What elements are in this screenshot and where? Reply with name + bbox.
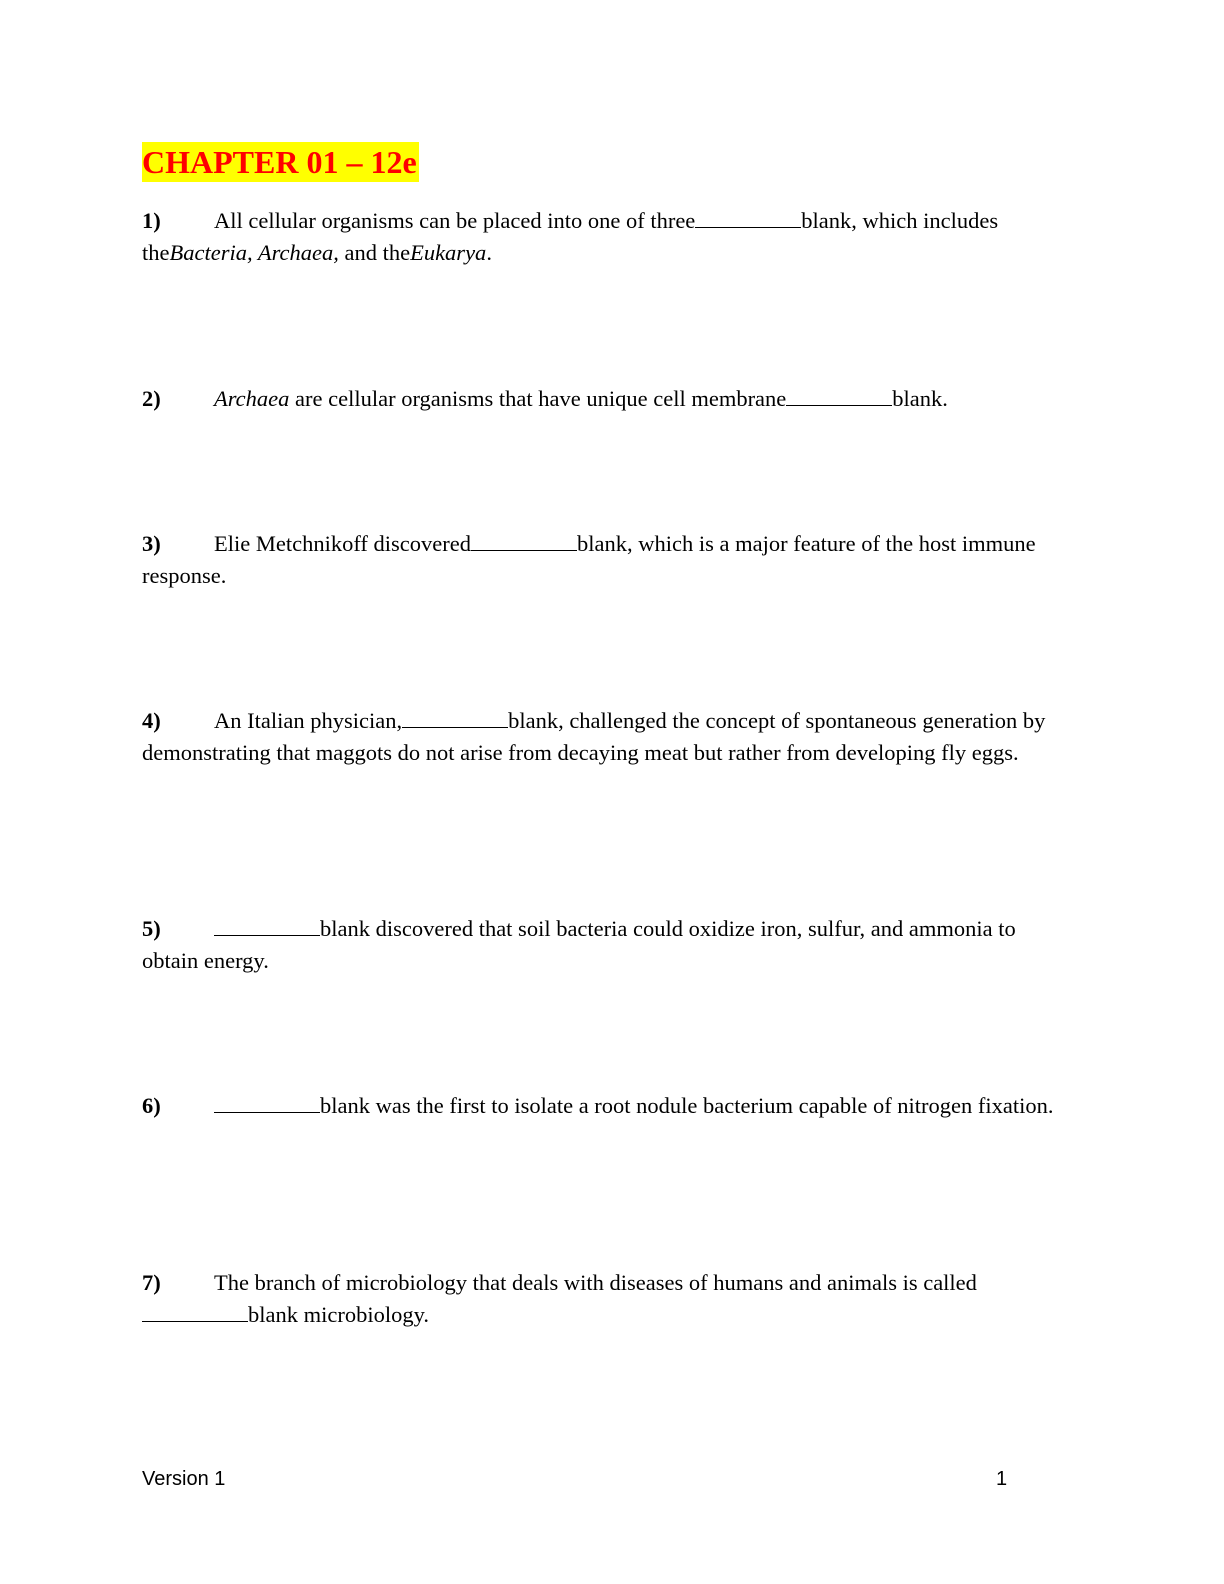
question-text: The branch of microbiology that deals with diseases of humans and animals is called <box>214 1270 977 1295</box>
question-text: blank microbiology. <box>248 1301 430 1327</box>
question-number: 6) <box>142 1093 161 1118</box>
footer-page-number: 1 <box>996 1468 1008 1490</box>
question-text: blank, which is a major feature of the host immune response. <box>142 531 1036 588</box>
question-text: blank. <box>892 386 948 411</box>
question-text: and the <box>338 239 411 265</box>
question-number: 3) <box>142 531 161 556</box>
question-text: . <box>486 239 492 265</box>
question-number: 4) <box>142 708 161 733</box>
question-4 <box>142 705 1072 768</box>
answer-blank <box>786 386 892 406</box>
question-text: blank, challenged the concept of spontaneous generation by demonstrating that maggots do not arise from decaying meat but rather from developing fly eggs. <box>142 708 1046 765</box>
question-3 <box>142 528 1072 591</box>
answer-blank <box>695 208 801 228</box>
question-5 <box>142 913 1072 976</box>
question-text: An Italian physician, <box>214 708 403 733</box>
question-number: 7) <box>142 1270 161 1295</box>
question-italic-text: Eukarya <box>410 239 487 265</box>
answer-blank <box>214 1093 320 1113</box>
question-italic-text: Bacteria, Archaea, <box>169 239 339 265</box>
question-2 <box>142 383 1072 415</box>
question-text: are cellular organisms that have unique cell membrane <box>289 386 787 411</box>
question-number: 5) <box>142 916 161 941</box>
question-text: All cellular organisms can be placed into one of three <box>214 208 696 233</box>
question-number: 1) <box>142 208 161 233</box>
footer-version: Version 1 <box>142 1468 226 1490</box>
question-italic-text: Archaea <box>214 386 290 411</box>
question-text: blank, which includes the <box>142 208 999 265</box>
chapter-title: CHAPTER 01 – 12e <box>142 144 417 180</box>
question-1 <box>142 205 1072 268</box>
question-6 <box>142 1090 1072 1122</box>
question-7 <box>142 1267 1072 1330</box>
answer-blank <box>214 916 320 936</box>
question-number: 2) <box>142 386 161 411</box>
question-text: blank discovered that soil bacteria could oxidize iron, sulfur, and ammonia to obtain energy. <box>142 916 1016 973</box>
answer-blank <box>471 531 577 551</box>
answer-blank <box>402 708 508 728</box>
answer-blank <box>142 1302 248 1322</box>
question-text: blank was the first to isolate a root nodule bacterium capable of nitrogen fixation. <box>320 1093 1054 1118</box>
question-text: Elie Metchnikoff discovered <box>214 531 472 556</box>
